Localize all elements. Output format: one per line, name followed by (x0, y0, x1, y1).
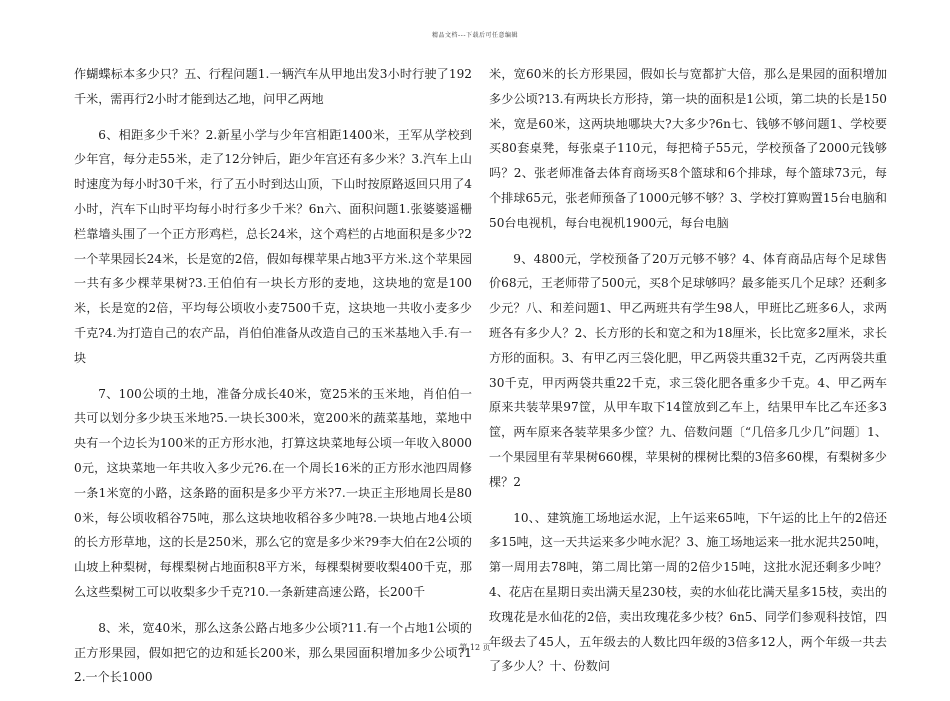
page-number: 第 12 页 (459, 643, 491, 652)
paragraph: 米，宽60米的长方形果园，假如长与宽都扩大倍，那么是果园的面积增加多少公顷?13.有两块长方形持，第一块的面积是1公顷，第二块的长是150米，宽是60米，这两块地哪块大?大多少?6n七、钱够不够问题1、学校要买80套桌凳，每张桌子110元，每把椅子55元，学校预备了2000元钱够吗？2、张老师准备去体育商场买8个篮球和6个排球，每个篮球73元，每个排球65元，张老师预备了1000元够不够？3、学校打算购置15台电脑和50台电视机，每台电视机1900元，每台电脑 (489, 67, 887, 230)
paragraph: 10、、建筑施工场地运水泥，上午运来65吨，下午运的比上午的2倍还多15吨，这一天共运来多少吨水泥？3、施工场地运来一批水泥共250吨，第一周用去78吨，第二周比第一周的2倍少15吨，这批水泥还剩多少吨？4、花店在星期日卖出满天星230枝，卖的水仙花比满天星多15枝，卖出的玫瑰花是水仙花的2倍，卖出玫瑰花多少枝？6n5、同学们参观科技馆，四年级去了45人，五年级去的人数比四年级的3倍多12人，两个年级一共去了多少人？十、份数问 (489, 510, 887, 674)
paragraph: 8、米，宽40米，那么这条公路占地多少公顷?11.有一个占地1公顷的正方形果园，假如把它的边和延长200米，那么果园面积增加多少公顷?12.一个长1000 (74, 620, 472, 685)
paragraph: 7、100公顷的土地，准备分成长40米，宽25米的玉米地，肖伯伯一共可以划分多少块玉米地?5.一块长300米，宽200米的蔬菜基地，菜地中央有一个边长为100米的正方形水池，打算这块菜地每公顷一年收入80000元，这块菜地一年共收入多少元?6.在一个周长16米的正方形水池四周修一条1米宽的小路，这条路的面积是多少平方米?7.一块正主形地周长是800米，每公顷收稻谷75吨，那么这块地收稻谷多少吨?8.一块地占地4公顷的长方形草地，这的长是250米，那么它的宽是多少米?9李大伯在2公顷的山坡上种梨树，每棵梨树占地面积8平方米，每棵梨树要收梨400千克，那么这些梨树工可以收梨多少千克?10.一条新建高速公路，长200千 (74, 386, 472, 599)
paragraph: 6、相距多少千米？2.新星小学与少年宫相距1400米，王军从学校到少年宫，每分走55米，走了12分钟后，距少年宫还有多少米？3.汽车上山时速度为每小时30千米，行了五小时到达山顶，下山时按原路返回只用了4小时，汽车下山时平均每小时行多少千米？6n六、面积问题1.张婆婆遥栅栏靠墙头围了一个正方形鸡栏，总长24米，这个鸡栏的占地面积是多少?2一个苹果园长24米，长是宽的2倍，假如每棵苹果占地3平方米.这个苹果园一共有多少棵苹果树?3.王伯伯有一块长方形的麦地，这块地的宽是100米，长是宽的2倍，平均每公顷收小麦7500千克，这块地一共收小麦多少千克?4.为打造自己的农产品，肖伯伯准备从改造自己的玉米基地入手.有一块 (74, 127, 472, 365)
right-column (489, 62, 887, 690)
left-column (74, 62, 472, 701)
page-header: 精品文档---下载后可任意编辑 (432, 32, 518, 39)
paragraph: 9、4800元，学校预备了20万元够不够？4、体育商品店每个足球售价68元，王老师带了500元，买8个足球够吗？最多能买几个足球？还剩多少元？八、和差问题1、甲乙两班共有学生98人，甲班比乙班多6人，求两班各有多少人？2、长方形的长和宽之和为18厘米，长比宽多2厘米，求长方形的面积。3、有甲乙丙三袋化肥，甲乙两袋共重32千克，乙丙两袋共重30千克，甲丙两袋共重22千克，求三袋化肥各重多少千克。4、甲乙两车原来共装苹果97筐，从甲车取下14筐放到乙车上，结果甲车比乙车还多3筐，两车原来各装苹果多少筐？九、倍数问题〔“几倍多几少几”问题〕1、一个果园里有苹果树660棵，苹果树的棵树比梨的3倍多60棵，有梨树多少棵？2 (489, 251, 887, 489)
paragraph: 作蝴蝶标本多少只？五、行程问题1.一辆汽车从甲地出发3小时行驶了192千米，需再行2小时才能到达乙地，问甲乙两地 (74, 67, 472, 106)
